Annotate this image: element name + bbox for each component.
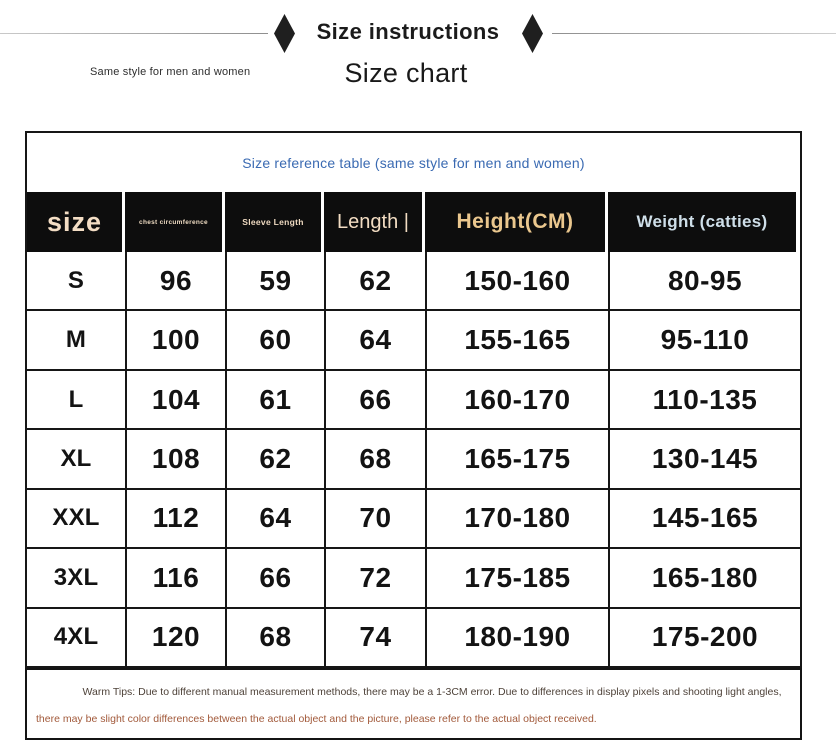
table-cell: 175-200 (608, 609, 800, 666)
table-cell: 180-190 (425, 609, 608, 666)
table-cell-size: 4XL (53, 623, 99, 651)
warm-tips-box (25, 668, 802, 740)
table-cell: 108 (125, 430, 225, 487)
table-cell-size: M (65, 326, 87, 354)
table-cell: 110-135 (608, 371, 800, 428)
warm-tips-line2: there may be slight color differences between the actual object and the picture, please refer to the actual object received. (36, 713, 597, 725)
table-cell: 120 (125, 609, 225, 666)
table-cell: 62 (225, 430, 324, 487)
column-header-weight: Weight (catties) (608, 192, 800, 252)
table-cell: 66 (324, 371, 425, 428)
table-cell: 74 (324, 609, 425, 666)
table-cell: 61 (225, 371, 324, 428)
table-cell: 96 (125, 252, 225, 309)
table-cell: 130-145 (608, 430, 800, 487)
table-cell: 175-185 (425, 549, 608, 606)
table-cell-size: 3XL (53, 563, 99, 591)
table-cell: 68 (225, 609, 324, 666)
table-cell: 150-160 (425, 252, 608, 309)
table-cell: 59 (225, 252, 324, 309)
table-cell: 72 (324, 549, 425, 606)
column-header-height: Height(CM) (425, 192, 608, 252)
unisex-note: Same style for men and women (90, 66, 251, 78)
table-cell-size: L (68, 385, 84, 413)
table-row (27, 547, 800, 606)
table-cell: 165-175 (425, 430, 608, 487)
table-cell: 112 (125, 490, 225, 547)
table-cell: 104 (125, 371, 225, 428)
column-header-chest: chest circumference (125, 192, 225, 252)
table-cell: 155-165 (425, 311, 608, 368)
table-cell-size: S (67, 266, 85, 294)
table-cell: 160-170 (425, 371, 608, 428)
table-cell: 145-165 (608, 490, 800, 547)
table-cell-size: XL (60, 444, 92, 472)
table-cell: 116 (125, 549, 225, 606)
column-header-length: Length | (324, 192, 425, 252)
warm-tips-line1: Warm Tips: Due to different manual measurement methods, there may be a 1-3CM error. Due to differences in display pixels and shooting light angles, (82, 686, 782, 698)
table-cell: 170-180 (425, 490, 608, 547)
table-cell: 80-95 (608, 252, 800, 309)
table-cell: 64 (324, 311, 425, 368)
column-header-sleeve: Sleeve Length (225, 192, 324, 252)
table-row (27, 607, 800, 666)
banner-title: Size instructions (316, 19, 500, 44)
table-cell: 60 (225, 311, 324, 368)
table-row (27, 488, 800, 547)
table-cell: 68 (324, 430, 425, 487)
table-header-row (27, 192, 800, 252)
table-cell-size: XXL (52, 504, 100, 532)
table-body (27, 252, 800, 666)
table-cell: 165-180 (608, 549, 800, 606)
table-cell: 62 (324, 252, 425, 309)
table-caption: Size reference table (same style for men and women) (242, 154, 585, 171)
table-row (27, 252, 800, 309)
table-cell: 70 (324, 490, 425, 547)
table-cell: 66 (225, 549, 324, 606)
column-header-size: size (27, 192, 125, 252)
banner-rule-right (552, 33, 836, 34)
table-row (27, 428, 800, 487)
table-row (27, 309, 800, 368)
table-cell: 100 (125, 311, 225, 368)
table-cell: 64 (225, 490, 324, 547)
size-table (25, 131, 802, 668)
table-row (27, 369, 800, 428)
table-cell: 95-110 (608, 311, 800, 368)
page-title: Size chart (344, 58, 468, 88)
